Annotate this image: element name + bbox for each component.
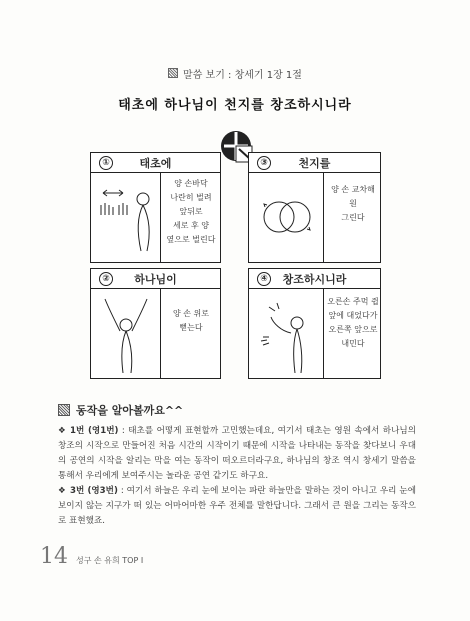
panel-header (91, 153, 220, 173)
panel-header (91, 269, 220, 289)
panel-header (249, 269, 380, 289)
note-line: 앞뒤로 (179, 207, 203, 216)
note-line: 오른쪽 앞으로 (328, 325, 378, 334)
panel-3 (248, 152, 381, 263)
paragraph-lead: 1번 (영1번) (70, 426, 119, 436)
note-line: 내민다 (341, 339, 365, 348)
book-title: 성구 손 유희 TOP I (76, 556, 144, 565)
note-line: 오른손 주먹 쥡 (327, 297, 379, 306)
panel-note (326, 295, 380, 351)
diamond-bullet-icon: ❖ (58, 426, 66, 436)
panel-number: ② (99, 272, 113, 286)
paragraph-1 (58, 424, 416, 484)
note-line: 원 (349, 199, 357, 208)
panel-divider (160, 173, 161, 262)
note-line: 옆으로 벌린다 (166, 235, 216, 244)
panel-note (163, 177, 219, 247)
note-line: 양 손바닥 (174, 179, 208, 188)
panel-title: 태초에 (139, 156, 172, 170)
panel-number: ① (99, 156, 113, 170)
chapter-header-label: 말씀 보기 : 창세기 1장 1절 (183, 69, 302, 81)
figure-open-hands-icon (93, 175, 159, 261)
panel-1 (90, 152, 221, 263)
panel-divider (323, 289, 324, 378)
note-line: 양 손 위로 (173, 309, 209, 318)
diamond-bullet-icon: ❖ (58, 486, 66, 496)
panel-2 (90, 268, 221, 379)
panel-divider (160, 289, 161, 378)
page-footer (40, 544, 143, 569)
panel-note (163, 307, 219, 335)
figure-fist-forward-icon (251, 291, 321, 377)
panel-4 (248, 268, 381, 379)
panel-number: ④ (257, 272, 271, 286)
section-title: 동작을 알아볼까요^^ (76, 404, 184, 417)
note-line: 나란히 벌려 (170, 193, 212, 202)
section-heading (58, 402, 183, 418)
page-number: 14 (40, 544, 68, 569)
panel-header (249, 153, 380, 173)
page-title: 태초에 하나님이 천지를 창조하시니라 (118, 98, 352, 113)
note-line: 뻗는다 (179, 323, 203, 332)
note-line: 세로 후 양 (173, 221, 209, 230)
paragraph-lead: 3번 (영3번) (70, 486, 118, 496)
figure-arms-raised-icon (93, 291, 159, 377)
figure-crossed-circles-icon (253, 177, 321, 259)
note-line: 그린다 (341, 213, 365, 222)
paragraph-2 (58, 484, 416, 529)
panel-note (326, 183, 380, 225)
paragraph-text: : 여기서 하늘은 우리 눈에 보이는 파란 하늘만을 말하는 것이 아니고 우리 눈에 보이지 않는 지구가 떠 있는 어마어마한 우주 전체를 말한답니다. 그래서 큰 원을 그리는 동작으로 표현했죠. (58, 486, 416, 526)
panel-divider (323, 173, 324, 262)
note-line: 앞에 대었다가 (328, 311, 378, 320)
chapter-header (150, 63, 320, 83)
header-square-icon (168, 68, 178, 78)
panel-title: 하나님이 (134, 272, 177, 286)
panel-title: 창조하시니라 (282, 272, 347, 286)
paragraph-text: : 태초를 어떻게 표현할까 고민했는데요, 여기서 태초는 영원 속에서 하나님의 창조의 시작으로 만들어진 처음 시간의 시작이기 때문에 시작을 나타내는 동작을 찾다보니 우대의 공연의 시작을 알리는 막을 여는 동작이 떠오르더라구요, 하나님의 창조 역시 창세기 말씀을 통해서 우리에게 보여주시는 놀라운 공연 같기도 하구요. (58, 426, 416, 481)
panel-number: ③ (257, 156, 271, 170)
note-line: 양 손 교차해 (331, 185, 375, 194)
section-square-icon (58, 404, 70, 416)
panel-title: 천지를 (298, 156, 331, 170)
